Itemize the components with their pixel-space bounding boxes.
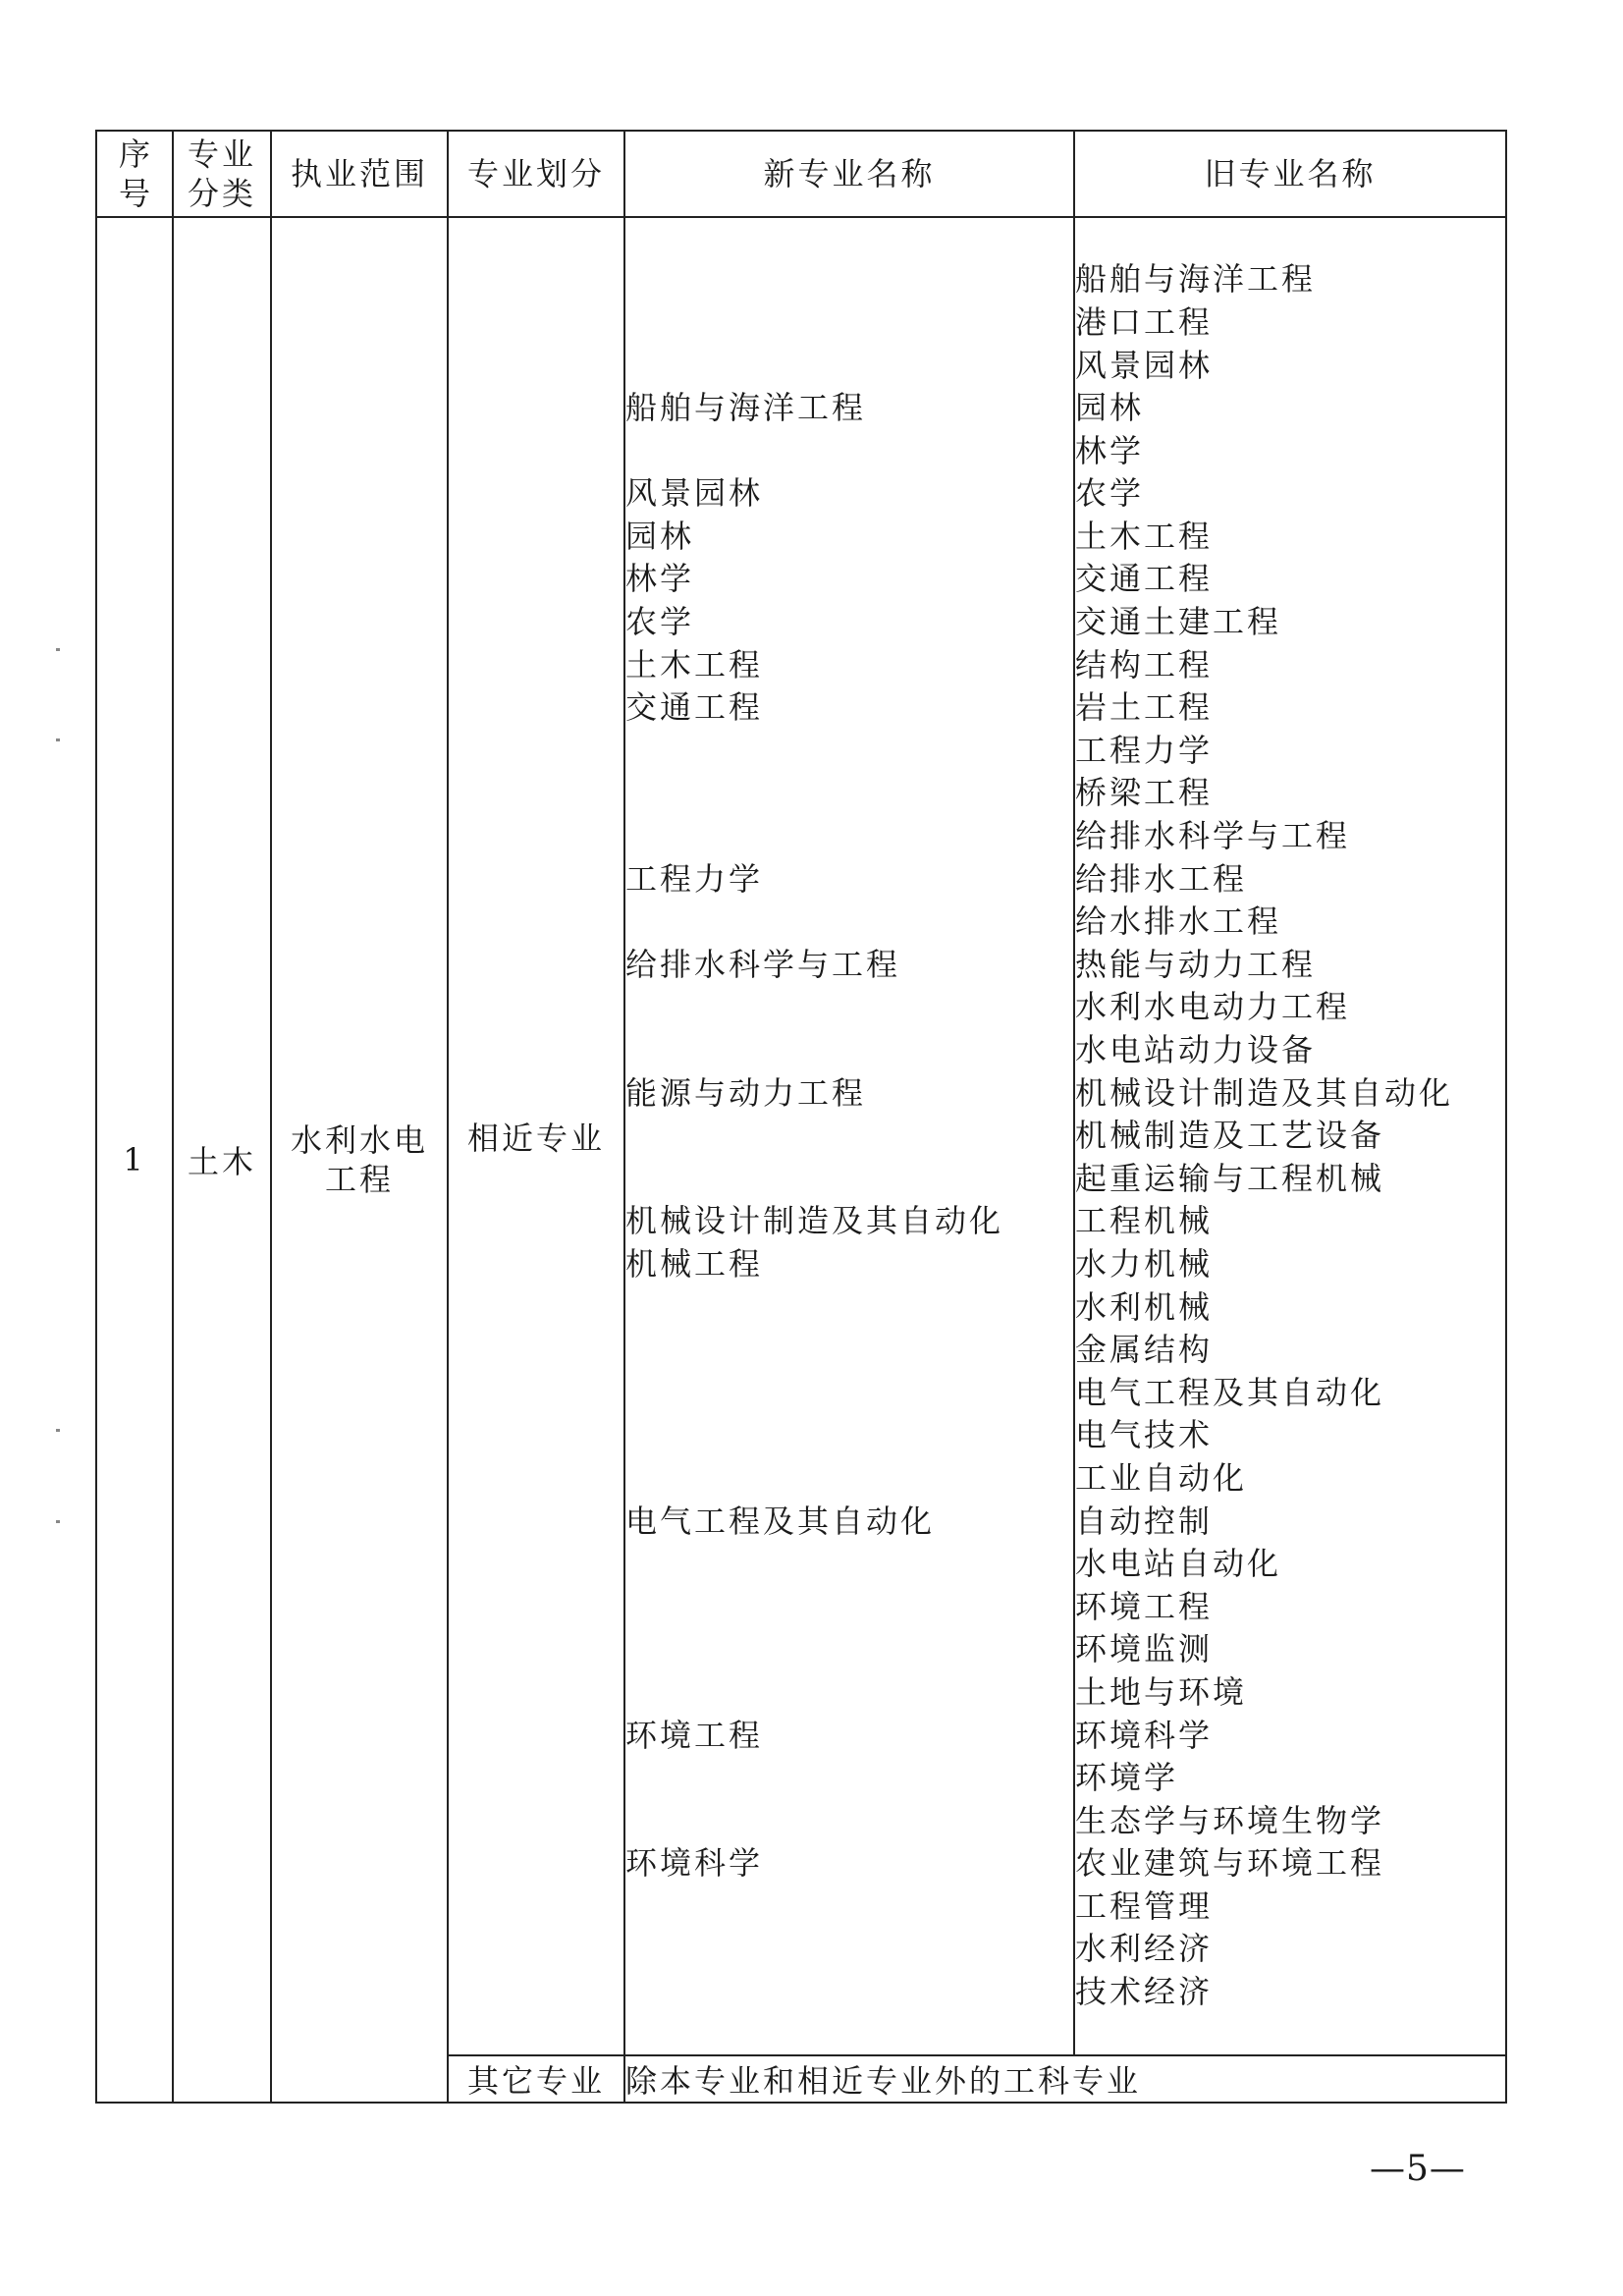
old-name-item: 水力机械: [1075, 1244, 1214, 1283]
new-name-item: [625, 1628, 1073, 1671]
major-classification-table: [95, 130, 1507, 2104]
old-name-item: 金属结构: [1075, 1331, 1214, 1369]
old-name-item: 水利经济: [1075, 1930, 1214, 1968]
old-name-item: 结构工程: [1075, 645, 1214, 683]
old-name-item: 工程机械: [1075, 1202, 1214, 1240]
old-name-item: 机械设计制造及其自动化: [1075, 1073, 1454, 1112]
old-name-item: 机械制造及工艺设备: [1075, 1117, 1385, 1155]
old-name-item: 岩土工程: [1075, 688, 1214, 727]
new-name-item: 机械设计制造及其自动化: [625, 1202, 1004, 1240]
header-scope: 执业范围: [271, 131, 448, 217]
old-name-item: 给排水科学与工程: [1075, 817, 1351, 855]
old-name-item: 风景园林: [1075, 346, 1214, 384]
new-name-item: 环境科学: [625, 1844, 764, 1883]
old-name-item: 技术经济: [1075, 1973, 1214, 2011]
new-name-item: [625, 430, 1073, 473]
new-name-item: 船舶与海洋工程: [625, 389, 867, 427]
old-name-item: 交通土建工程: [1075, 603, 1282, 641]
new-name-item: 农学: [625, 603, 695, 641]
new-name-item: [625, 901, 1073, 944]
new-names-list: [624, 217, 1074, 2055]
new-name-item: [625, 1029, 1073, 1072]
old-name-item: 热能与动力工程: [1075, 945, 1317, 983]
new-name-item: [625, 986, 1073, 1029]
new-name-item: [625, 1286, 1073, 1330]
old-name-item: 交通工程: [1075, 560, 1214, 598]
new-name-item: 交通工程: [625, 688, 764, 727]
new-name-item: [625, 1329, 1073, 1372]
new-name-item: [625, 815, 1073, 858]
header-new-name: 新专业名称: [624, 131, 1074, 217]
new-name-item: [625, 730, 1073, 773]
new-name-item: 工程力学: [625, 859, 764, 898]
new-name-item: 土木工程: [625, 645, 764, 683]
old-name-item: 水电站动力设备: [1075, 1031, 1317, 1069]
new-name-item: [625, 1372, 1073, 1415]
table-row: [96, 217, 1506, 2055]
row-category: 土木: [173, 217, 271, 2103]
old-name-item: 工程力学: [1075, 731, 1214, 769]
row-scope: [271, 217, 448, 2103]
header-row: [96, 131, 1506, 217]
margin-mark: [56, 738, 60, 741]
old-name-item: 环境学: [1075, 1759, 1179, 1797]
old-name-item: 自动控制: [1075, 1502, 1214, 1540]
header-division: 专业划分: [448, 131, 624, 217]
margin-mark: [56, 1429, 60, 1432]
new-name-item: [625, 1586, 1073, 1629]
new-name-item: [625, 1543, 1073, 1586]
old-name-item: 环境科学: [1075, 1716, 1214, 1754]
old-name-item: 园林: [1075, 389, 1145, 427]
new-name-item: 电气工程及其自动化: [625, 1502, 936, 1540]
old-name-item: 水电站自动化: [1075, 1545, 1282, 1583]
old-name-item: 环境监测: [1075, 1630, 1214, 1668]
header-seq: [96, 131, 173, 217]
new-name-item: [625, 772, 1073, 815]
old-name-item: 港口工程: [1075, 302, 1214, 341]
new-name-item: [625, 1671, 1073, 1715]
page-number: —5—: [1370, 2149, 1466, 2189]
new-name-item: [625, 1115, 1073, 1158]
old-name-item: 土木工程: [1075, 517, 1214, 555]
old-name-item: 船舶与海洋工程: [1075, 260, 1317, 299]
header-category: [173, 131, 271, 217]
new-name-item: 林学: [625, 560, 695, 598]
new-name-item: [625, 1757, 1073, 1800]
old-name-item: 土地与环境: [1075, 1672, 1248, 1711]
new-name-item: [625, 1457, 1073, 1501]
old-name-item: 给排水工程: [1075, 859, 1248, 898]
row-scope-line2: 工程: [324, 1161, 394, 1198]
old-name-item: 电气工程及其自动化: [1075, 1373, 1385, 1411]
other-description: 除本专业和相近专业外的工科专业: [624, 2055, 1506, 2103]
old-name-item: 农业建筑与环境工程: [1075, 1844, 1385, 1883]
old-name-item: 起重运输与工程机械: [1075, 1159, 1385, 1197]
row-division-near: 相近专业: [448, 217, 624, 2055]
header-old-name: 旧专业名称: [1074, 131, 1506, 217]
header-seq-text: 序号: [118, 136, 150, 212]
old-name-item: 给水排水工程: [1075, 902, 1282, 941]
margin-mark: [56, 648, 60, 651]
new-name-item: 环境工程: [625, 1716, 764, 1754]
old-name-item: 工业自动化: [1075, 1458, 1248, 1497]
new-name-item: 给排水科学与工程: [625, 945, 901, 983]
old-name-item: 林学: [1075, 431, 1145, 469]
old-name-item: 桥梁工程: [1075, 774, 1214, 812]
old-name-item: 电气技术: [1075, 1416, 1214, 1454]
old-name-item: 农学: [1075, 474, 1145, 513]
new-name-item: [625, 1158, 1073, 1201]
new-name-item: 园林: [625, 517, 695, 555]
old-name-item: 生态学与环境生物学: [1075, 1801, 1385, 1839]
row-seq: 1: [96, 217, 173, 2103]
new-name-item: [625, 1414, 1073, 1457]
old-name-item: 环境工程: [1075, 1587, 1214, 1625]
old-name-item: 水利机械: [1075, 1287, 1214, 1326]
header-category-text: 专业分类: [188, 136, 257, 212]
old-names-list: [1074, 217, 1506, 2055]
row-scope-line1: 水利水电: [290, 1121, 428, 1159]
new-name-item: 能源与动力工程: [625, 1073, 867, 1112]
row-division-other: 其它专业: [448, 2055, 624, 2103]
new-name-item: [625, 1800, 1073, 1843]
new-name-item: 机械工程: [625, 1244, 764, 1283]
new-name-item: 风景园林: [625, 474, 764, 513]
old-name-item: 工程管理: [1075, 1886, 1214, 1925]
margin-mark: [56, 1520, 60, 1523]
old-name-item: 水利水电动力工程: [1075, 988, 1351, 1026]
